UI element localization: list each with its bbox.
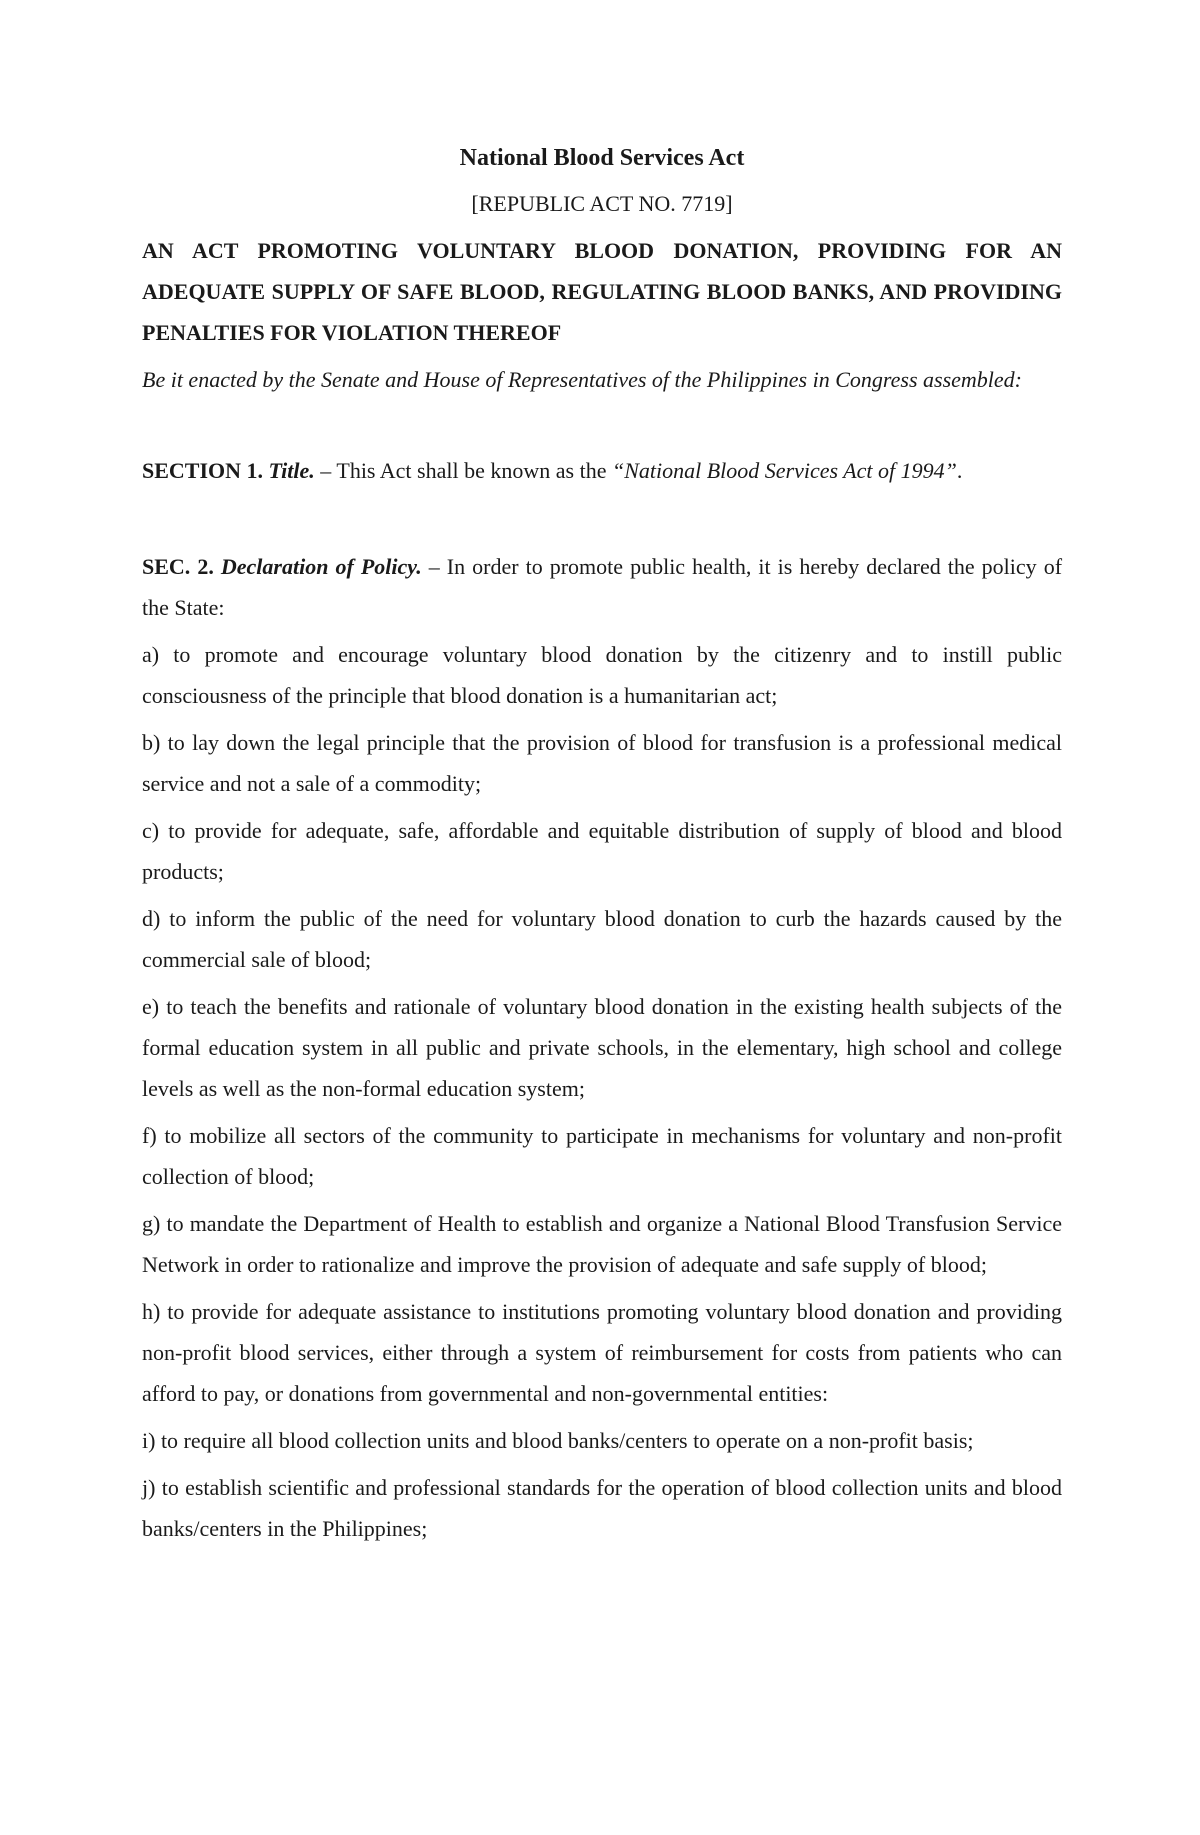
republic-act-number: [REPUBLIC ACT NO. 7719] — [471, 191, 733, 216]
section-2-heading: Declaration of Policy. — [220, 554, 422, 579]
section-1-short-title: “National Blood Services Act of 1994” — [611, 458, 957, 483]
section-1-end: . — [956, 458, 963, 483]
document-body — [142, 140, 1062, 1555]
policy-item-f: f) to mobilize all sectors of the community to participate in mechanisms for voluntary and non-profit collection of blood; — [142, 1123, 1062, 1189]
policy-item-e: e) to teach the benefits and rationale of voluntary blood donation in the existing health subjects of the formal education system in all public and private schools, in the elementary, high school and college levels as well as the non-formal education system; — [142, 994, 1062, 1101]
policy-item-a: a) to promote and encourage voluntary blood donation by the citizenry and to instill public consciousness of the principle that blood donation is a humanitarian act; — [142, 642, 1062, 708]
policy-item-g: g) to mandate the Department of Health to establish and organize a National Blood Transfusion Service Network in order to rationalize and improve the provision of adequate and safe supply of blood; — [142, 1211, 1062, 1277]
act-long-title: AN ACT PROMOTING VOLUNTARY BLOOD DONATION, PROVIDING FOR AN ADEQUATE SUPPLY OF SAFE BLOOD, REGULATING BLOOD BANKS, AND PROVIDING PENALTIES FOR VIOLATION THEREOF — [142, 238, 1062, 345]
section-2-label: SEC. 2. — [142, 554, 214, 579]
policy-item-c: c) to provide for adequate, safe, affordable and equitable distribution of supply of blood and blood products; — [142, 818, 1062, 884]
policy-item-i: i) to require all blood collection units and blood banks/centers to operate on a non-profit basis; — [142, 1428, 974, 1453]
section-1-heading: Title. — [268, 458, 315, 483]
section-2 — [142, 546, 1062, 628]
policy-item-h: h) to provide for adequate assistance to institutions promoting voluntary blood donation and providing non-profit blood services, either through a system of reimbursement for costs from patients who can afford to pay, or donations from governmental and non-governmental entities: — [142, 1299, 1062, 1406]
section-1 — [142, 450, 1062, 491]
policy-item-d: d) to inform the public of the need for voluntary blood donation to curb the hazards caused by the commercial sale of blood; — [142, 906, 1062, 972]
enacting-clause: Be it enacted by the Senate and House of Representatives of the Philippines in Congress assembled: — [142, 367, 1023, 392]
page-title: National Blood Services Act — [459, 145, 745, 171]
section-1-text: – This Act shall be known as the — [314, 458, 612, 483]
section-1-label: SECTION 1. — [142, 458, 264, 483]
policy-list — [142, 634, 1062, 1549]
policy-item-j: j) to establish scientific and professional standards for the operation of blood collection units and blood banks/centers in the Philippines; — [142, 1475, 1062, 1541]
policy-item-b: b) to lay down the legal principle that the provision of blood for transfusion is a professional medical service and not a sale of a commodity; — [142, 730, 1062, 796]
section-2-text: – In order to promote public health, it is hereby declared the policy of the State: — [142, 554, 1063, 620]
